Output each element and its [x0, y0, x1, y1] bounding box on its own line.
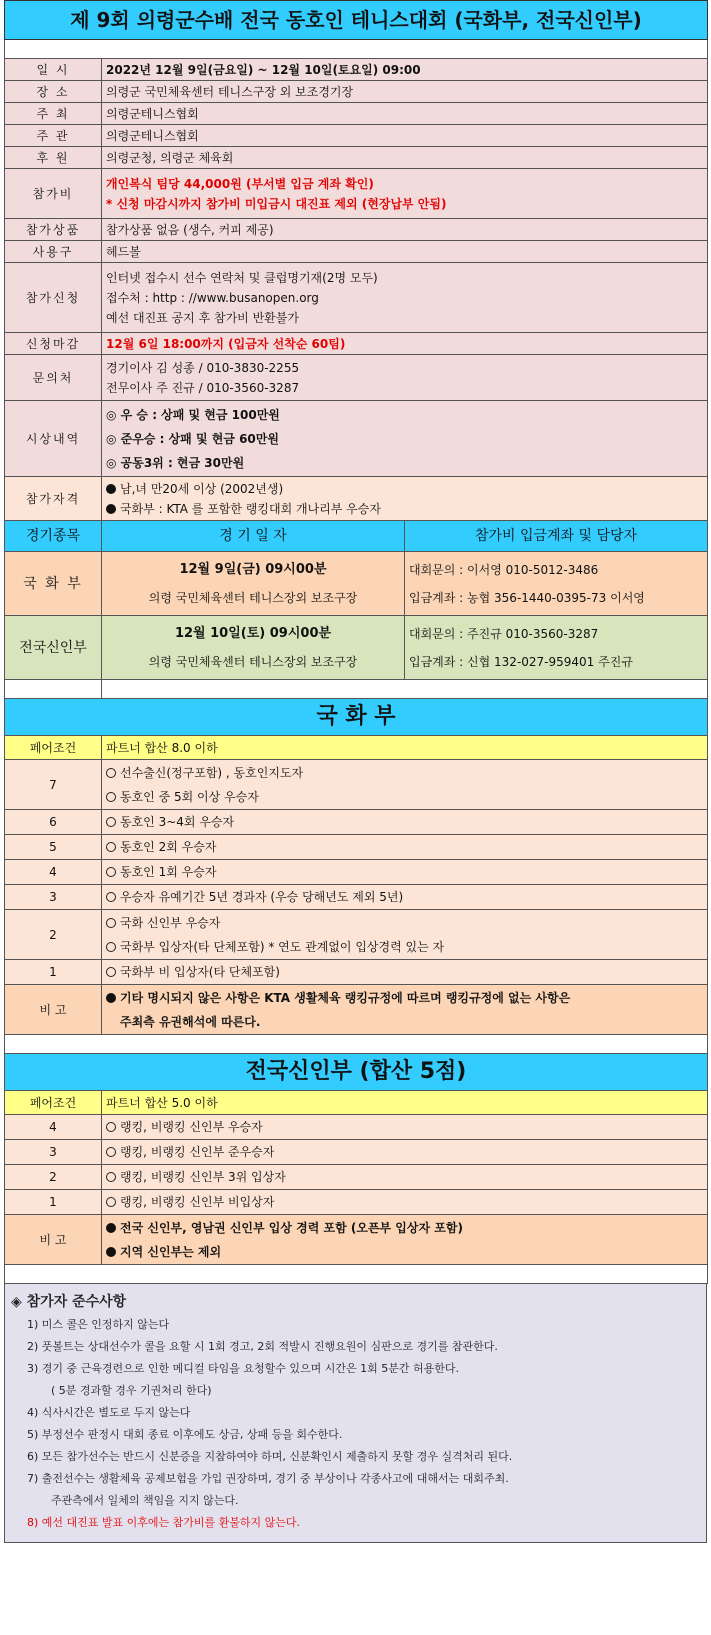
- score-cell: 1: [5, 1190, 102, 1215]
- schedule-place: 의령 국민체육센터 테니스장외 보조구장: [148, 590, 358, 605]
- rule-item: 4) 식사시간은 별도로 두지 않는다: [27, 1406, 191, 1419]
- schedule-account: 입금계좌 : 농협 356-1440-0395-73 이서영: [409, 590, 645, 605]
- rule-item-warning: 8) 예선 대진표 발표 이후에는 참가비를 환불하지 않는다.: [27, 1516, 301, 1529]
- qual-line-2: 국화부 : KTA 를 포함한 랭킹대회 개나리부 우승자: [120, 501, 381, 516]
- bullet-icon: [106, 993, 116, 1003]
- score-item: 국화부 입상자(타 단체포함) * 연도 관계없이 입상경력 있는 자: [120, 939, 445, 954]
- label-organizer: 주 관: [5, 125, 102, 147]
- award-3rd: ◎ 공동3위 : 현금 30만원: [106, 455, 245, 470]
- schedule-account: 입금계좌 : 신협 132-027-959401 주진규: [409, 654, 633, 669]
- score-item: 국화 신인부 우승자: [120, 915, 221, 930]
- circle-icon: [106, 942, 116, 952]
- score-item: 우승자 유예기간 5년 경과자 (우승 당해년도 제외 5년): [120, 890, 404, 904]
- circle-icon: [106, 918, 116, 928]
- label-date: 일 시: [5, 59, 102, 81]
- score-cell: 1: [5, 960, 102, 985]
- circle-icon: [106, 1197, 116, 1207]
- value-date: 2022년 12월 9일(금요일) ~ 12월 10일(토요일) 09:00: [102, 59, 708, 81]
- page-title: 제 9회 의령군수배 전국 동호인 테니스대회 (국화부, 전국신인부): [5, 1, 708, 40]
- score-item: 동호인 1회 우승자: [120, 865, 217, 879]
- fee-line-2: * 신청 마감시까지 참가비 미입금시 대진표 제외 (현장납부 안됨): [106, 196, 447, 211]
- label-apply: 참가신청: [5, 263, 102, 333]
- rule-item: 2) 풋볼트는 상대선수가 콜을 요할 시 1회 경고, 2회 적발시 진행요원이 심판으로 경기를 참관한다.: [27, 1340, 498, 1353]
- schedule-date: 12월 10일(토) 09시00분: [174, 625, 332, 641]
- circle-icon: [106, 817, 116, 827]
- schedule-header-event: 경기종목: [5, 521, 102, 552]
- score-cell: 4: [5, 1115, 102, 1140]
- label-fee: 참가비: [5, 169, 102, 219]
- award-2nd: ◎ 준우승 : 상패 및 현금 60만원: [106, 431, 279, 446]
- schedule-date: 12월 9일(금) 09시00분: [179, 561, 327, 577]
- tournament-table: [4, 0, 708, 1284]
- score-item: 동호인 2회 우승자: [120, 840, 217, 854]
- score-cell: 5: [5, 835, 102, 860]
- value-ball: 헤드볼: [102, 241, 708, 263]
- score-cell: 3: [5, 885, 102, 910]
- circle-icon: [106, 842, 116, 852]
- rule-item: 6) 모든 참가선수는 반드시 신분증을 지참하여야 하며, 신분확인시 제출하지 못할 경우 실격처리 된다.: [27, 1450, 513, 1463]
- score-cell: 6: [5, 810, 102, 835]
- value-apply: [102, 263, 708, 333]
- bullet-icon: [106, 504, 116, 514]
- score-cell: 2: [5, 910, 102, 960]
- rule-item: 3) 경기 중 근육경련으로 인한 메디컬 타임을 요청할수 있으며 시간은 1회 5분간 허용한다.: [27, 1362, 460, 1375]
- rule-item: 7) 출전선수는 생활체육 공제보험을 가입 권장하며, 경기 중 부상이나 각종사고에 대해서는 대회주최.: [27, 1472, 509, 1485]
- schedule-row-sinin: [5, 616, 708, 680]
- label-qualification: 참가자격: [5, 477, 102, 521]
- value-venue: 의령군 국민체육센터 테니스구장 외 보조경기장: [102, 81, 708, 103]
- label-contact: 문의처: [5, 355, 102, 401]
- value-organizer: 의령군테니스협회: [102, 125, 708, 147]
- circle-icon: [106, 892, 116, 902]
- qual-line-1: 남,녀 만20세 이상 (2002년생): [120, 481, 284, 496]
- fee-line-1: 개인복식 팀당 44,000원 (부서별 입금 계좌 확인): [106, 176, 374, 191]
- pair-condition-label: 페어조건: [5, 1091, 102, 1115]
- note-label: 비 고: [5, 985, 102, 1035]
- bullet-icon: [106, 1247, 116, 1257]
- contact-line-2: 전무이사 주 진규 / 010-3560-3287: [106, 380, 300, 395]
- circle-icon: [106, 967, 116, 977]
- score-item: 국화부 비 입상자(타 단체포함): [120, 965, 280, 979]
- label-awards: 시상내역: [5, 401, 102, 477]
- award-1st: ◎ 우 승 : 상패 및 현금 100만원: [106, 407, 280, 422]
- section-title-gukhwa: 국 화 부: [5, 699, 708, 736]
- pair-condition-label: 페어조건: [5, 736, 102, 760]
- apply-line-2: 접수처 : http : //www.busanopen.org: [106, 290, 319, 305]
- circle-icon: [106, 1172, 116, 1182]
- participant-rules: [4, 1284, 707, 1543]
- value-awards: [102, 401, 708, 477]
- circle-icon: [106, 768, 116, 778]
- value-deadline: 12월 6일 18:00까지 (입금자 선착순 60팀): [102, 333, 708, 355]
- score-cell: 7: [5, 760, 102, 810]
- score-item: 랭킹, 비랭킹 신인부 비입상자: [120, 1195, 275, 1209]
- rule-item: 1) 미스 콜은 인정하지 않는다: [27, 1318, 170, 1331]
- schedule-contact: 대회문의 : 주진규 010-3560-3287: [409, 626, 599, 641]
- label-sponsor: 후 원: [5, 147, 102, 169]
- schedule-header-account: 참가비 입금계좌 및 담당자: [405, 521, 708, 552]
- circle-icon: [106, 792, 116, 802]
- bullet-icon: [106, 484, 116, 494]
- note-line-2: 주최측 유권해석에 따른다.: [120, 1014, 261, 1029]
- score-cell: 2: [5, 1165, 102, 1190]
- note-label: 비 고: [5, 1215, 102, 1265]
- contact-line-1: 경기이사 김 성종 / 010-3830-2255: [106, 360, 300, 375]
- note-line-1: 기타 명시되지 않은 사항은 KTA 생활체육 랭킹규정에 따르며 랭킹규정에 없는 사항은: [120, 990, 571, 1005]
- schedule-row-gukhwa: [5, 552, 708, 616]
- schedule-header-date: 경 기 일 자: [102, 521, 405, 552]
- label-venue: 장 소: [5, 81, 102, 103]
- schedule-event: 전국신인부: [5, 616, 102, 680]
- label-goods: 참가상품: [5, 219, 102, 241]
- rule-item-continued: 주관측에서 일체의 책임을 지지 않는다.: [51, 1494, 239, 1507]
- rule-item-continued: ( 5분 경과할 경우 기권처리 한다): [51, 1384, 212, 1397]
- label-deadline: 신청마감: [5, 333, 102, 355]
- circle-icon: [106, 867, 116, 877]
- note-line-2: 지역 신인부는 제외: [120, 1244, 222, 1259]
- value-fee: [102, 169, 708, 219]
- score-item: 동호인 중 5회 이상 우승자: [120, 789, 259, 804]
- score-cell: 4: [5, 860, 102, 885]
- bullet-icon: [106, 1223, 116, 1233]
- apply-line-3: 예선 대진표 공지 후 참가비 반환불가: [106, 310, 299, 325]
- page: [4, 0, 707, 1543]
- value-qualification: [102, 477, 708, 521]
- value-goods: 참가상품 없음 (생수, 커피 제공): [102, 219, 708, 241]
- score-item: 동호인 3~4회 우승자: [120, 815, 235, 829]
- score-item: 랭킹, 비랭킹 신인부 우승자: [120, 1120, 263, 1134]
- score-item: 선수출신(정구포함) , 동호인지도자: [120, 765, 304, 780]
- schedule-contact: 대회문의 : 이서영 010-5012-3486: [409, 562, 599, 577]
- section-title-sinin: 전국신인부 (합산 5점): [5, 1054, 708, 1091]
- pair-condition-value: 파트너 합산 5.0 이하: [102, 1091, 708, 1115]
- schedule-event: 국 화 부: [5, 552, 102, 616]
- apply-line-1: 인터넷 접수시 선수 연락처 및 클럽명기재(2명 모두): [106, 270, 378, 285]
- rules-heading: ◈ 참가자 준수사항: [11, 1294, 127, 1310]
- value-host: 의령군테니스협회: [102, 103, 708, 125]
- circle-icon: [106, 1147, 116, 1157]
- score-item: 랭킹, 비랭킹 신인부 준우승자: [120, 1145, 275, 1159]
- value-sponsor: 의령군청, 의령군 체육회: [102, 147, 708, 169]
- circle-icon: [106, 1122, 116, 1132]
- note-line-1: 전국 신인부, 영남권 신인부 입상 경력 포함 (오픈부 입상자 포함): [120, 1220, 463, 1235]
- schedule-place: 의령 국민체육센터 테니스장외 보조구장: [148, 654, 358, 669]
- rule-item: 5) 부정선수 판정시 대회 종료 이후에도 상금, 상패 등을 회수한다.: [27, 1428, 343, 1441]
- value-contact: [102, 355, 708, 401]
- label-host: 주 최: [5, 103, 102, 125]
- label-ball: 사용구: [5, 241, 102, 263]
- pair-condition-value: 파트너 합산 8.0 이하: [102, 736, 708, 760]
- score-cell: 3: [5, 1140, 102, 1165]
- score-item: 랭킹, 비랭킹 신인부 3위 입상자: [120, 1170, 286, 1184]
